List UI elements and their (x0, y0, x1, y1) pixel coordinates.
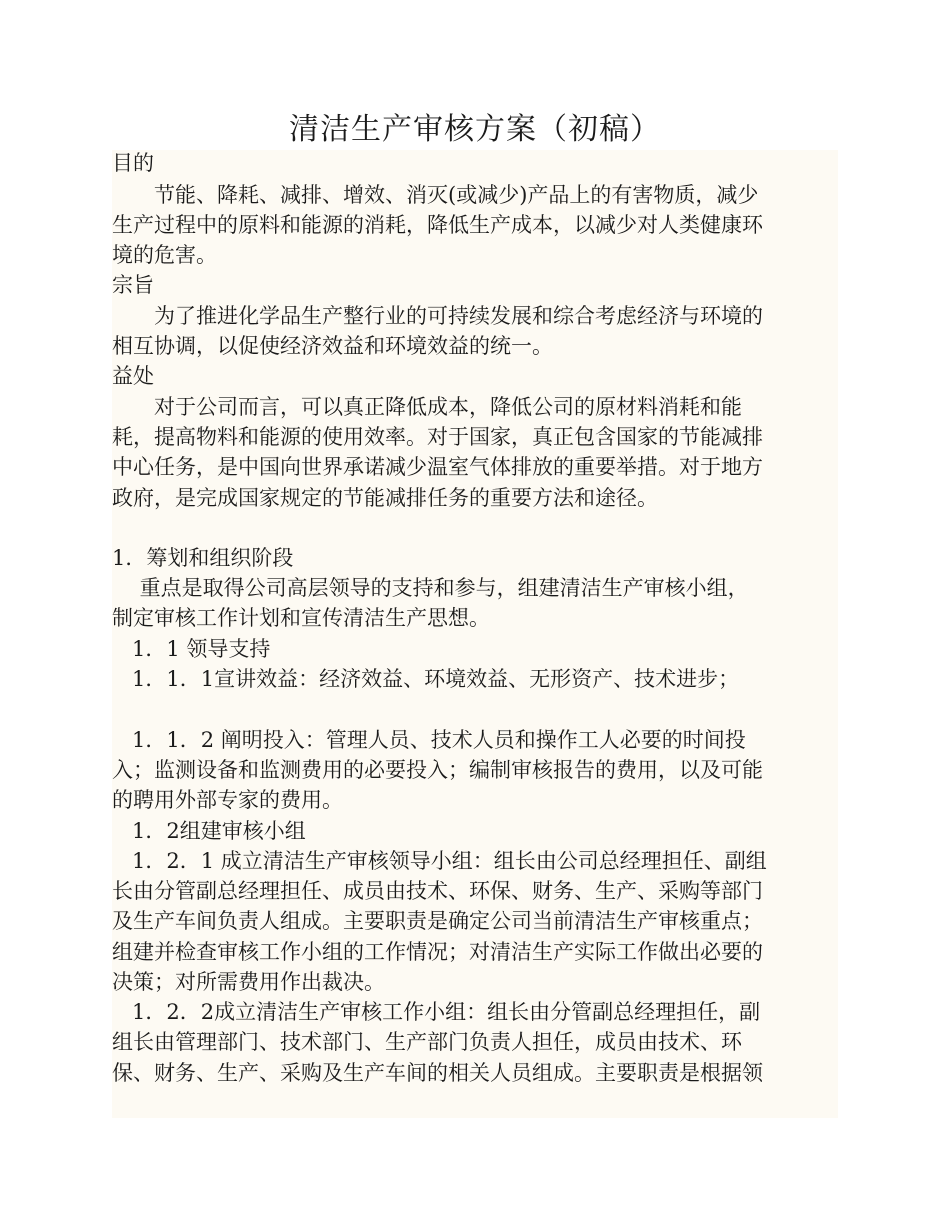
item-1-2-1: 1．2．1 成立清洁生产审核领导小组：组长由公司总经理担任、副组 (112, 849, 767, 873)
heading-purpose: 目的 (112, 151, 154, 175)
paragraph-line: 决策；对所需费用作出裁决。 (112, 970, 385, 994)
subsection-heading-1-1: 1．1 领导支持 (112, 637, 271, 661)
paragraph-line: 长由分管副总经理担任、成员由技术、环保、财务、生产、采购等部门 (112, 879, 763, 903)
paragraph-line: 组建并检查审核工作小组的工作情况；对清洁生产实际工作做出必要的 (112, 940, 763, 964)
item-1-2-2: 1．2．2成立清洁生产审核工作小组：组长由分管副总经理担任，副 (112, 1000, 761, 1024)
paragraph-line: 生产过程中的原料和能源的消耗，降低生产成本，以减少对人类健康环 (112, 213, 763, 237)
paragraph-line: 节能、降耗、减排、增效、消灭(或减少)产品上的有害物质，减少 (112, 183, 759, 207)
heading-benefits: 益处 (112, 364, 154, 388)
subsection-heading-1-2: 1．2组建审核小组 (112, 819, 306, 843)
paragraph-line: 相互协调，以促使经济效益和环境效益的统一。 (112, 334, 553, 358)
paragraph-line: 政府，是完成国家规定的节能减排任务的重要方法和途径。 (112, 486, 658, 510)
paragraph-line: 对于公司而言，可以真正降低成本，降低公司的原材料消耗和能 (112, 395, 742, 419)
paragraph-line: 中心任务，是中国向世界承诺减少温室气体排放的重要举措。对于地方 (112, 455, 763, 479)
paragraph-line: 保、财务、生产、采购及生产车间的相关人员组成。主要职责是根据领 (112, 1061, 763, 1085)
paragraph-line: 耗，提高物料和能源的使用效率。对于国家，真正包含国家的节能减排 (112, 425, 763, 449)
paragraph-line: 的聘用外部专家的费用。 (112, 788, 343, 812)
paragraph-line: 组长由管理部门、技术部门、生产部门负责人担任，成员由技术、环 (112, 1030, 742, 1054)
document-title: 清洁生产审核方案（初稿） (289, 112, 661, 147)
paragraph-line: 重点是取得公司高层领导的支持和参与，组建清洁生产审核小组， (112, 576, 749, 600)
paragraph-line: 为了推进化学品生产整行业的可持续发展和综合考虑经济与环境的 (112, 304, 763, 328)
paragraph-line: 入；监测设备和监测费用的必要投入；编制审核报告的费用，以及可能 (112, 758, 763, 782)
paragraph-line: 境的危害。 (112, 243, 217, 267)
paragraph-line: 制定审核工作计划和宣传清洁生产思想。 (112, 606, 490, 630)
section-heading-1: 1．筹划和组织阶段 (112, 546, 294, 570)
item-1-1-2: 1．1．2 阐明投入：管理人员、技术人员和操作工人必要的时间投 (112, 728, 746, 752)
item-1-1-1: 1．1．1宣讲效益：经济效益、环境效益、无形资产、技术进步； (112, 667, 740, 691)
paragraph-line: 及生产车间负责人组成。主要职责是确定公司当前清洁生产审核重点； (112, 909, 763, 933)
heading-tenet: 宗旨 (112, 273, 154, 297)
